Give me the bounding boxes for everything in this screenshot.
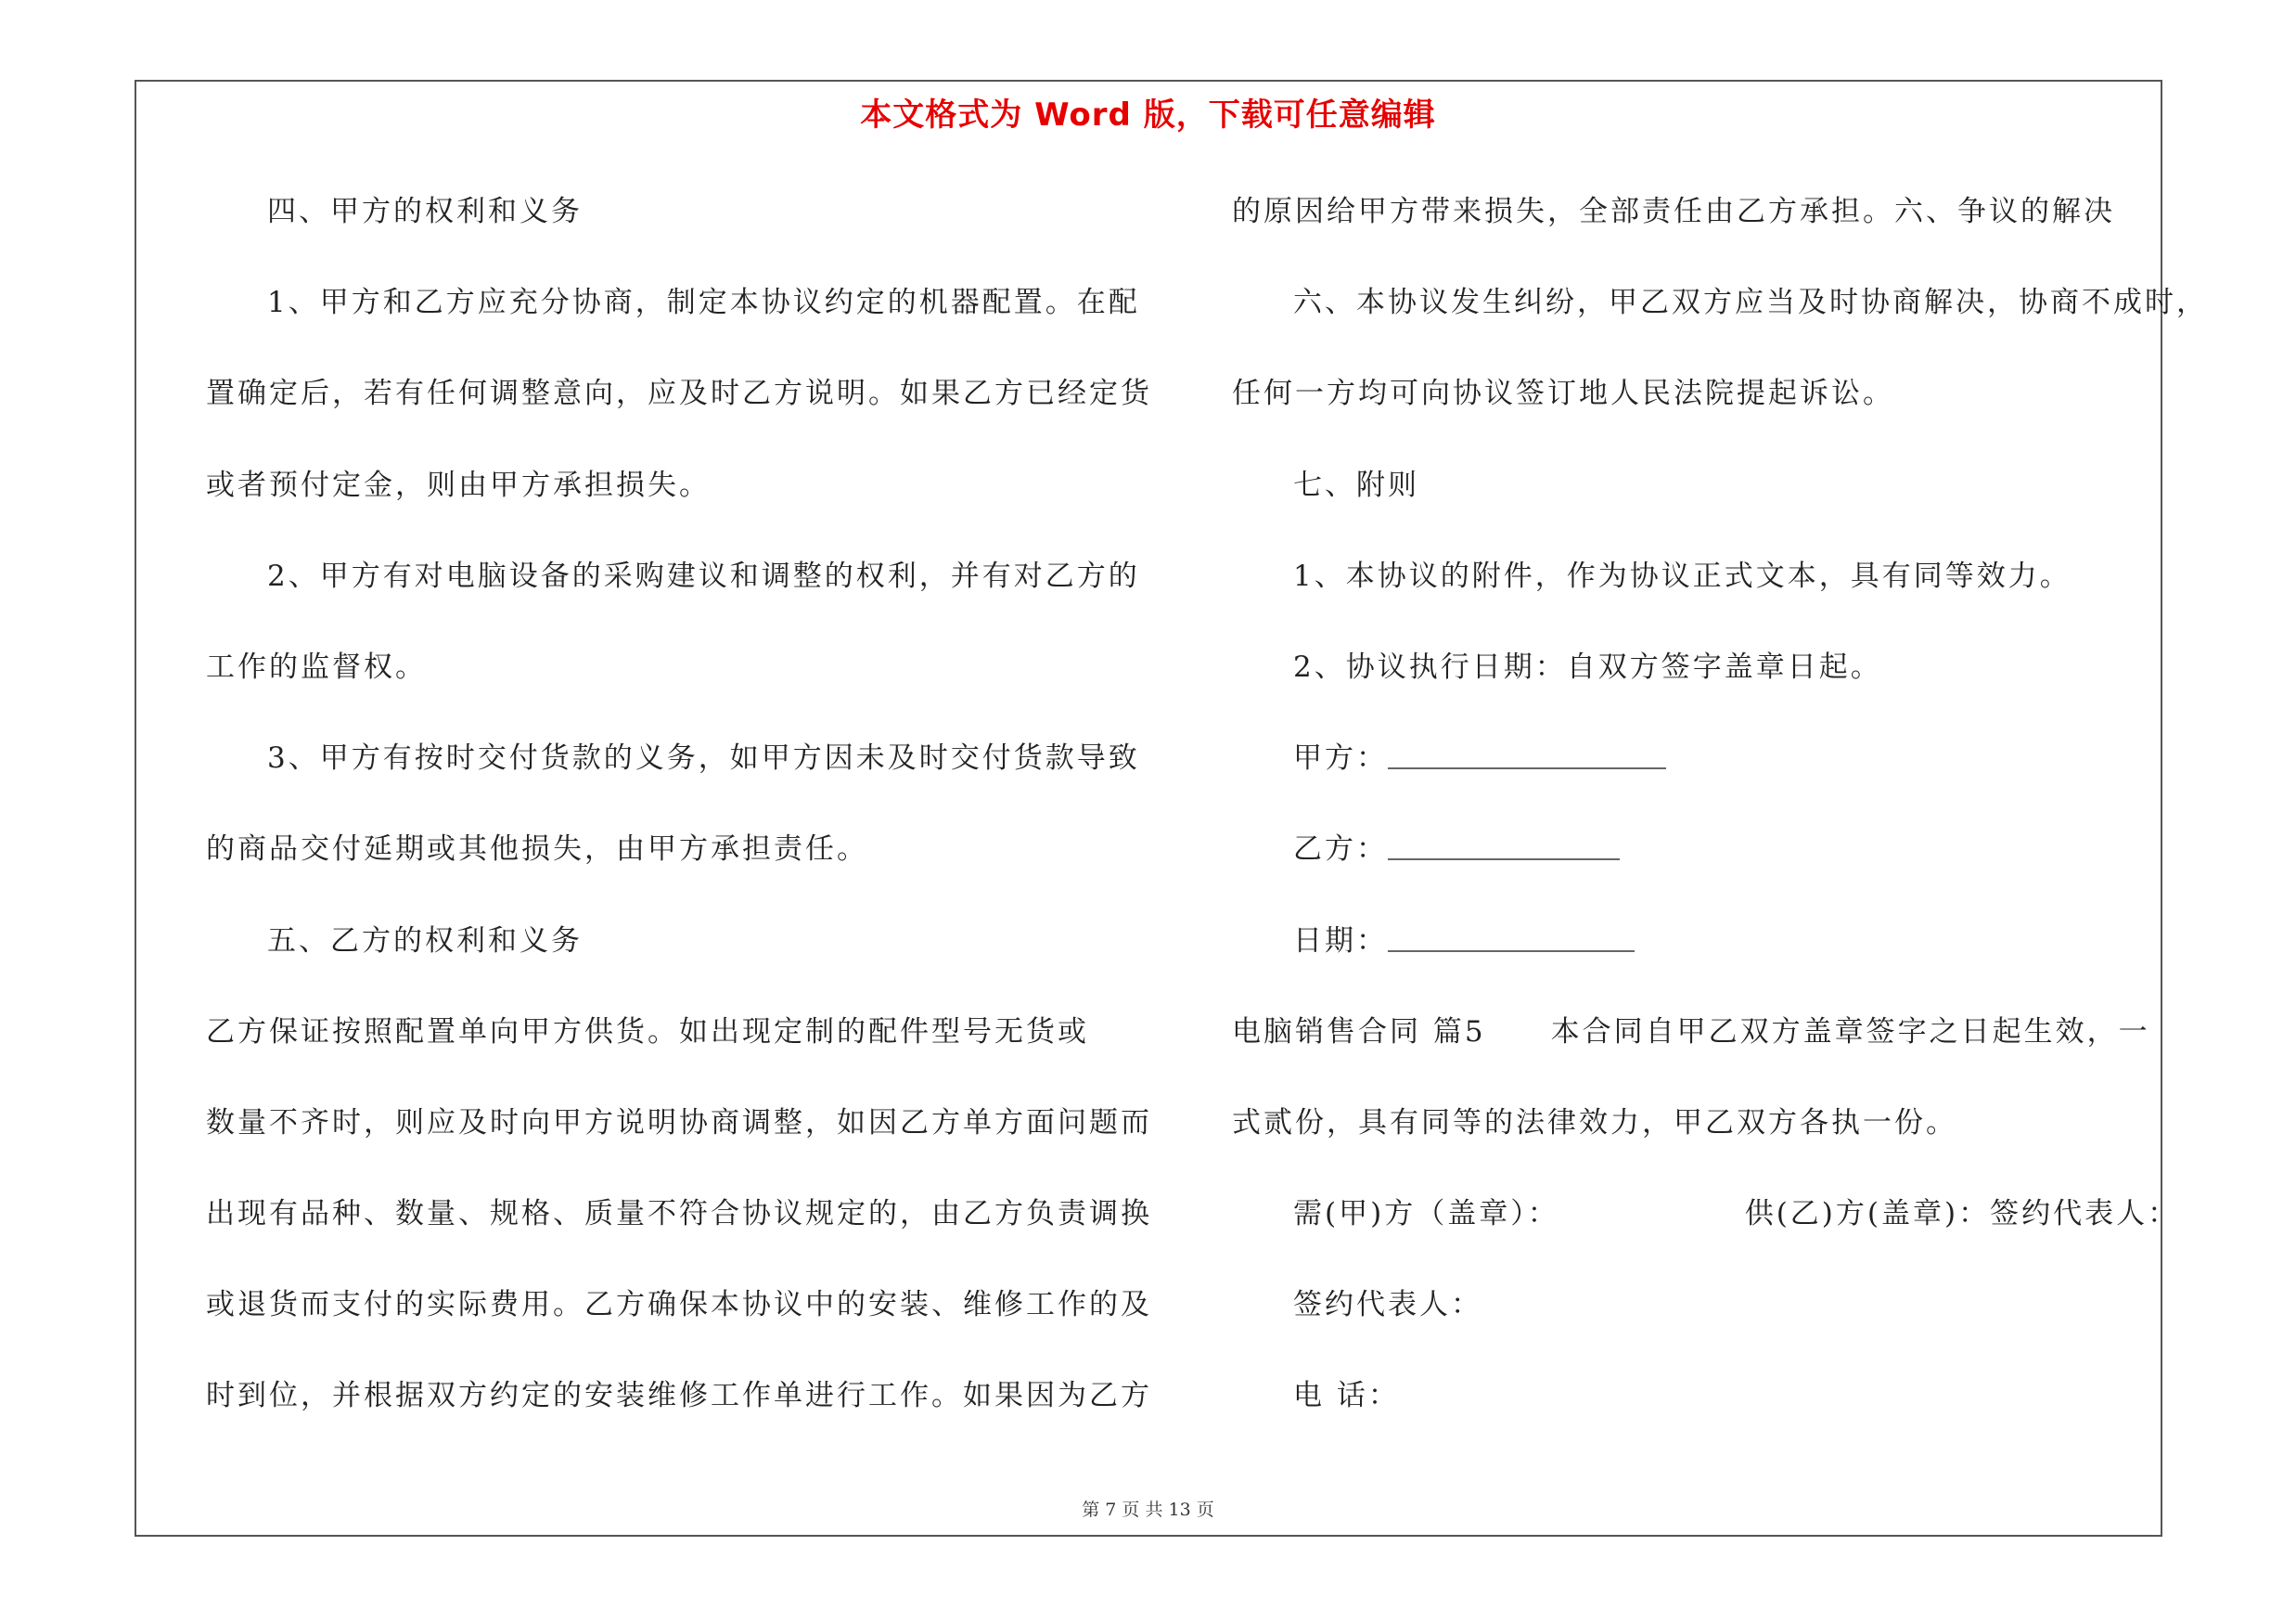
party-a-label: 甲方： [1293, 741, 1388, 776]
paragraph-line: 3、甲方有按时交付货款的义务，如甲方因未及时交付货款导致 [267, 741, 1140, 776]
section-heading: 四、甲方的权利和义务 [267, 195, 583, 228]
contract5-title: 电脑销售合同 篇5 [1232, 1014, 1486, 1049]
signature-line-date [1232, 913, 2169, 1004]
paragraph-line: 工作的监督权。 [206, 650, 427, 684]
seal-line [1232, 1186, 2180, 1277]
date-blank [1388, 922, 1635, 952]
section-heading: 五、乙方的权利和义务 [267, 923, 583, 958]
left-column [206, 184, 1152, 1460]
paragraph-line: 1、甲方和乙方应充分协商，制定本协议约定的机器配置。在配 [267, 286, 1140, 320]
page-number: 第 7 页 共 13 页 [1082, 1500, 1214, 1520]
signature-line-party-a [1232, 730, 2169, 821]
seller-seal-label: 供(乙)方(盖章)：签约代表人： [1744, 1197, 2180, 1231]
header-banner: 本文格式为 Word 版，下载可任意编辑 [860, 97, 1436, 134]
date-label: 日期： [1293, 923, 1388, 958]
paragraph-line: 数量不齐时，则应及时向甲方说明协商调整，如因乙方单方面问题而 [206, 1105, 1152, 1140]
signing-rep-line: 签约代表人： [1293, 1288, 1482, 1322]
paragraph-line: 2、甲方有对电脑设备的采购建议和调整的权利，并有对乙方的 [267, 559, 1140, 593]
buyer-seal-label: 需(甲)方（盖章）： [1293, 1197, 1559, 1231]
paragraph-line: 的原因给甲方带来损失，全部责任由乙方承担。六、争议的解决 [1232, 195, 2115, 228]
paragraph-line: 式贰份，具有同等的法律效力，甲乙双方各执一份。 [1232, 1105, 1957, 1140]
party-b-label: 乙方： [1293, 832, 1388, 867]
paragraph-line: 时到位，并根据双方约定的安装维修工作单进行工作。如果因为乙方 [206, 1379, 1152, 1413]
contract5-line [1232, 1004, 2169, 1095]
party-a-blank [1388, 740, 1666, 769]
paragraph-line: 乙方保证按照配置单向甲方供货。如出现定制的配件型号无货或 [206, 1014, 1089, 1049]
paragraph-line: 任何一方均可向协议签订地人民法院提起诉讼。 [1232, 377, 1894, 411]
paragraph-line: 2、协议执行日期：自双方签字盖章日起。 [1293, 650, 1882, 684]
paragraph-line: 或退货而支付的实际费用。乙方确保本协议中的安装、维修工作的及 [206, 1288, 1152, 1322]
section-heading: 七、附则 [1293, 468, 1419, 502]
paragraph-line: 出现有品种、数量、规格、质量不符合协议规定的，由乙方负责调换 [206, 1197, 1152, 1231]
party-b-blank [1388, 831, 1620, 860]
paragraph-line: 或者预付定金，则由甲方承担损失。 [206, 468, 711, 502]
paragraph-line: 的商品交付延期或其他损失，由甲方承担责任。 [206, 832, 868, 867]
contract5-text: 本合同自甲乙双方盖章签字之日起生效，一 [1550, 1014, 2150, 1049]
paragraph-line: 1、本协议的附件，作为协议正式文本，具有同等效力。 [1293, 559, 2072, 593]
paragraph-line: 置确定后，若有任何调整意向，应及时乙方说明。如果乙方已经定货 [206, 377, 1152, 411]
signature-line-party-b [1232, 821, 2169, 912]
right-column [1232, 184, 2208, 1460]
phone-line: 电 话： [1293, 1379, 1400, 1413]
paragraph-line: 六、本协议发生纠纷，甲乙双方应当及时协商解决，协商不成时， [1293, 286, 2208, 320]
